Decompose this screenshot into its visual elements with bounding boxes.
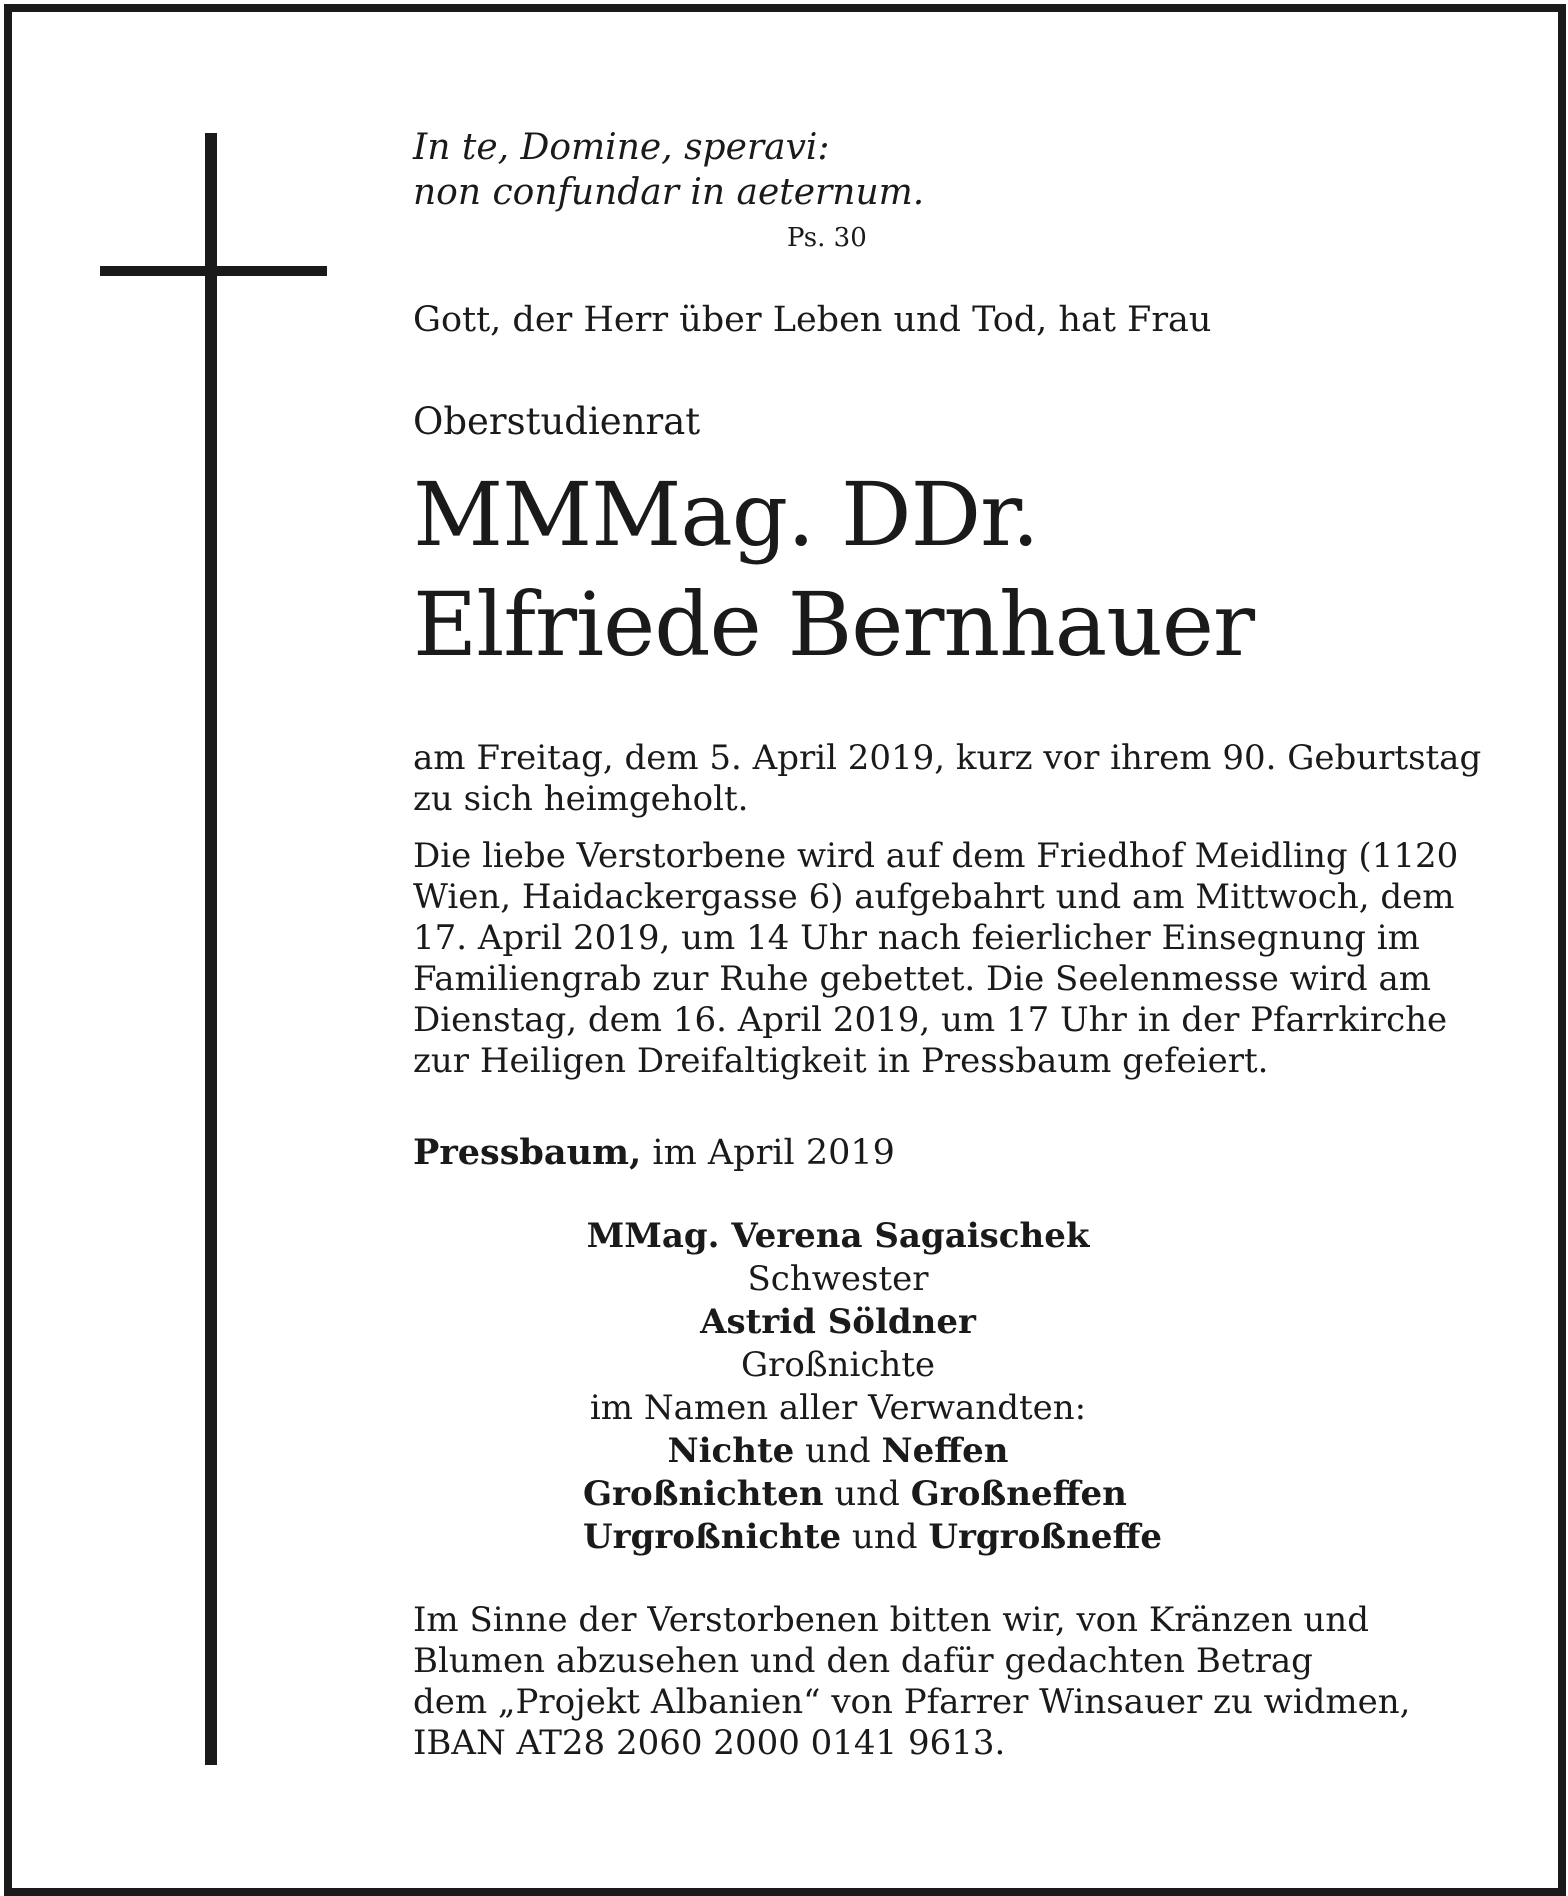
quote-source: Ps. 30 — [787, 223, 867, 253]
quote-line-2: non confundar in aeternum. — [413, 172, 925, 213]
relatives-row — [583, 1473, 1127, 1516]
request-line: Im Sinne der Verstorbenen bitten wir, von Kränzen und — [413, 1600, 1369, 1640]
deceased-name-full: Elfriede Bernhauer — [413, 573, 1255, 676]
cross-horizontal-bar — [100, 266, 327, 276]
relative-group: Neffen — [881, 1431, 1009, 1471]
request-line: Blumen abzusehen und den dafür gedachten Betrag — [413, 1641, 1313, 1681]
place-city: Pressbaum, — [413, 1132, 642, 1173]
relative-join: und — [794, 1431, 882, 1471]
relative-group: Großnichten — [583, 1474, 824, 1514]
paragraph-line: zur Heiligen Dreifaltigkeit in Pressbaum gefeiert. — [413, 1041, 1269, 1081]
paragraph-line: Dienstag, dem 16. April 2019, um 17 Uhr in der Pfarrkirche — [413, 1000, 1448, 1040]
relative-group: Urgroßnichte — [583, 1517, 842, 1557]
cross-vertical-bar — [205, 133, 217, 1765]
relatives-row — [583, 1430, 1093, 1473]
deceased-name — [413, 460, 1254, 680]
paragraph-line: Wien, Haidackergasse 6) aufgebahrt und am Mittwoch, dem — [413, 877, 1455, 917]
mourners-list — [583, 1215, 1162, 1559]
mourner-relation: Schwester — [747, 1259, 929, 1299]
relative-group: Urgroßneffe — [928, 1517, 1162, 1557]
place-and-date — [413, 1132, 895, 1173]
deceased-name-titles: MMMag. DDr. — [413, 463, 1039, 566]
relative-join: und — [841, 1517, 929, 1557]
iban-line: IBAN AT28 2060 2000 0141 9613. — [413, 1723, 1006, 1763]
death-notice-paragraph — [413, 738, 1482, 820]
relatives-row — [583, 1516, 1162, 1559]
paragraph-line: 17. April 2019, um 14 Uhr nach feierlicher Einsegnung im — [413, 918, 1420, 958]
paragraph-line: Familiengrab zur Ruhe gebettet. Die Seelenmesse wird am — [413, 959, 1431, 999]
mourner-name: MMag. Verena Sagaischek — [586, 1216, 1090, 1256]
psalm-quote — [413, 125, 924, 215]
paragraph-line: am Freitag, dem 5. April 2019, kurz vor ihrem 90. Geburtstag — [413, 738, 1482, 778]
deceased-rank: Oberstudienrat — [413, 400, 701, 443]
quote-line-1: In te, Domine, speravi: — [413, 127, 830, 168]
mourner-relation: Großnichte — [740, 1345, 936, 1385]
intro-text: Gott, der Herr über Leben und Tod, hat Frau — [413, 300, 1212, 340]
paragraph-line: zu sich heimgeholt. — [413, 779, 749, 819]
relative-group: Großneffen — [910, 1474, 1127, 1514]
place-date: im April 2019 — [641, 1133, 895, 1173]
relative-join: und — [823, 1474, 911, 1514]
donation-request — [413, 1600, 1410, 1764]
on-behalf-text: im Namen aller Verwandten: — [589, 1388, 1087, 1428]
relative-group: Nichte — [667, 1431, 795, 1471]
paragraph-line: Die liebe Verstorbene wird auf dem Friedhof Meidling (1120 — [413, 836, 1459, 876]
funeral-details-paragraph — [413, 836, 1459, 1082]
mourner-name: Astrid Söldner — [700, 1302, 976, 1342]
request-line: dem „Projekt Albanien“ von Pfarrer Winsauer zu widmen, — [413, 1682, 1411, 1722]
